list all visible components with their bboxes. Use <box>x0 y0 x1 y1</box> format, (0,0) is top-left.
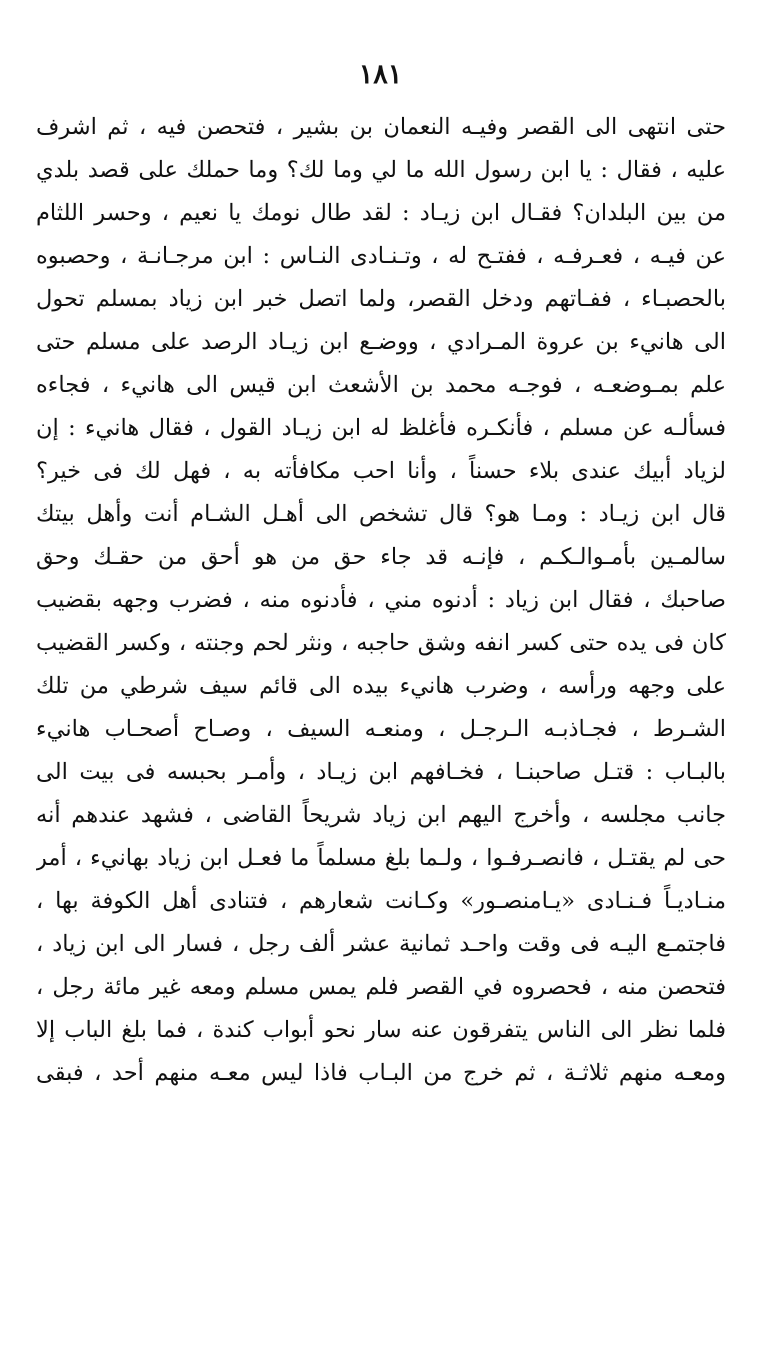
text-line: من بين البلدان؟ فقـال ابن زيـاد : لقد طال نومك يا نعيم ، وحسر اللثام <box>36 200 726 226</box>
page-number: ١٨١ <box>358 59 403 90</box>
text-line: قال ابن زيـاد : ومـا هو؟ قال تشخص الى أهـل الشـام أنت وأهل بيتك <box>36 501 726 527</box>
text-line: عليه ، فقال : يا ابن رسول الله ما لي وما لك؟ وما حملك على قصد بلدي <box>36 157 726 183</box>
text-line: عن فيـه ، فعـرفـه ، ففتـح له ، وتـنـادى النـاس : ابن مرجـانـة ، وحصبوه <box>36 243 726 269</box>
text-line: منـاديـاً فـنـادى «يـامنصـور» وكـانت شعارهم ، فتنادى أهل الكوفة بها ، <box>36 888 726 914</box>
text-line: الشـرط ، فجـاذبـه الـرجـل ، ومنعـه السيف ، وصـاح أصحـاب هانيء <box>36 716 726 742</box>
text-line: لزياد أبيك عندى بلاء حسناً ، وأنا احب مكافأته به ، فهل لك فى خير؟ <box>36 458 726 484</box>
text-line: على وجهه ورأسه ، وضرب هانيء بيده الى قائم سيف شرطي من تلك <box>36 673 726 699</box>
text-line: بالبـاب : قتـل صاحبنـا ، فخـافهم ابن زيـاد ، وأمـر بحبسه فى بيت الى <box>36 759 726 785</box>
text-line: علم بمـوضعـه ، فوجـه محمد بن الأشعث ابن قيس الى هانيء ، فجاءه <box>36 372 726 398</box>
text-line: فلما نظر الى الناس يتفرقون عنه سار نحو أبواب كندة ، فما بلغ الباب إلا <box>36 1017 726 1043</box>
text-line: فسألـه عن مسلم ، فأنكـره فأغلظ له ابن زيـاد القول ، فقال هانيء : إن <box>36 415 726 441</box>
body-text <box>36 106 726 1095</box>
text-line: فاجتمـع اليـه فى وقت واحـد ثمانية عشر ألف رجل ، فسار الى ابن زياد ، <box>36 931 726 957</box>
text-line: الى هانيء بن عروة المـرادي ، ووضـع ابن زيـاد الرصد على مسلم حتى <box>36 329 726 355</box>
text-line: فتحصن منه ، فحصروه في القصر فلم يمس مسلم ومعه غير مائة رجل ، <box>36 974 726 1000</box>
text-line: جانب مجلسه ، وأخرج اليهم ابن زياد شريحاً القاضى ، فشهد عندهم أنه <box>36 802 726 828</box>
text-line: سالمـين بأمـوالـكـم ، فإنـه قد جاء حق من هو أحق من حقـك وحق <box>36 544 726 570</box>
text-line: بالحصبـاء ، ففـاتهم ودخل القصر، ولما اتصل خبر ابن زياد بمسلم تحول <box>36 286 726 312</box>
text-line: ومعـه منهم ثلاثـة ، ثم خرج من البـاب فاذا ليس معـه منهم أحد ، فبقى <box>36 1060 726 1086</box>
text-line: حتى انتهى الى القصر وفيـه النعمان بن بشير ، فتحصن فيه ، ثم اشرف <box>36 114 726 140</box>
text-line: حى لم يقتـل ، فانصـرفـوا ، ولـما بلغ مسلماً ما فعـل ابن زياد بهانيء ، أمر <box>36 845 726 871</box>
text-line: كان فى يده حتى كسر انفه وشق حاجبه ، ونثر لحم وجنته ، وكسر القضيب <box>36 630 726 656</box>
text-line: صاحبك ، فقال ابن زياد : أدنوه مني ، فأدنوه منه ، فضرب وجهه بقضيب <box>36 587 726 613</box>
